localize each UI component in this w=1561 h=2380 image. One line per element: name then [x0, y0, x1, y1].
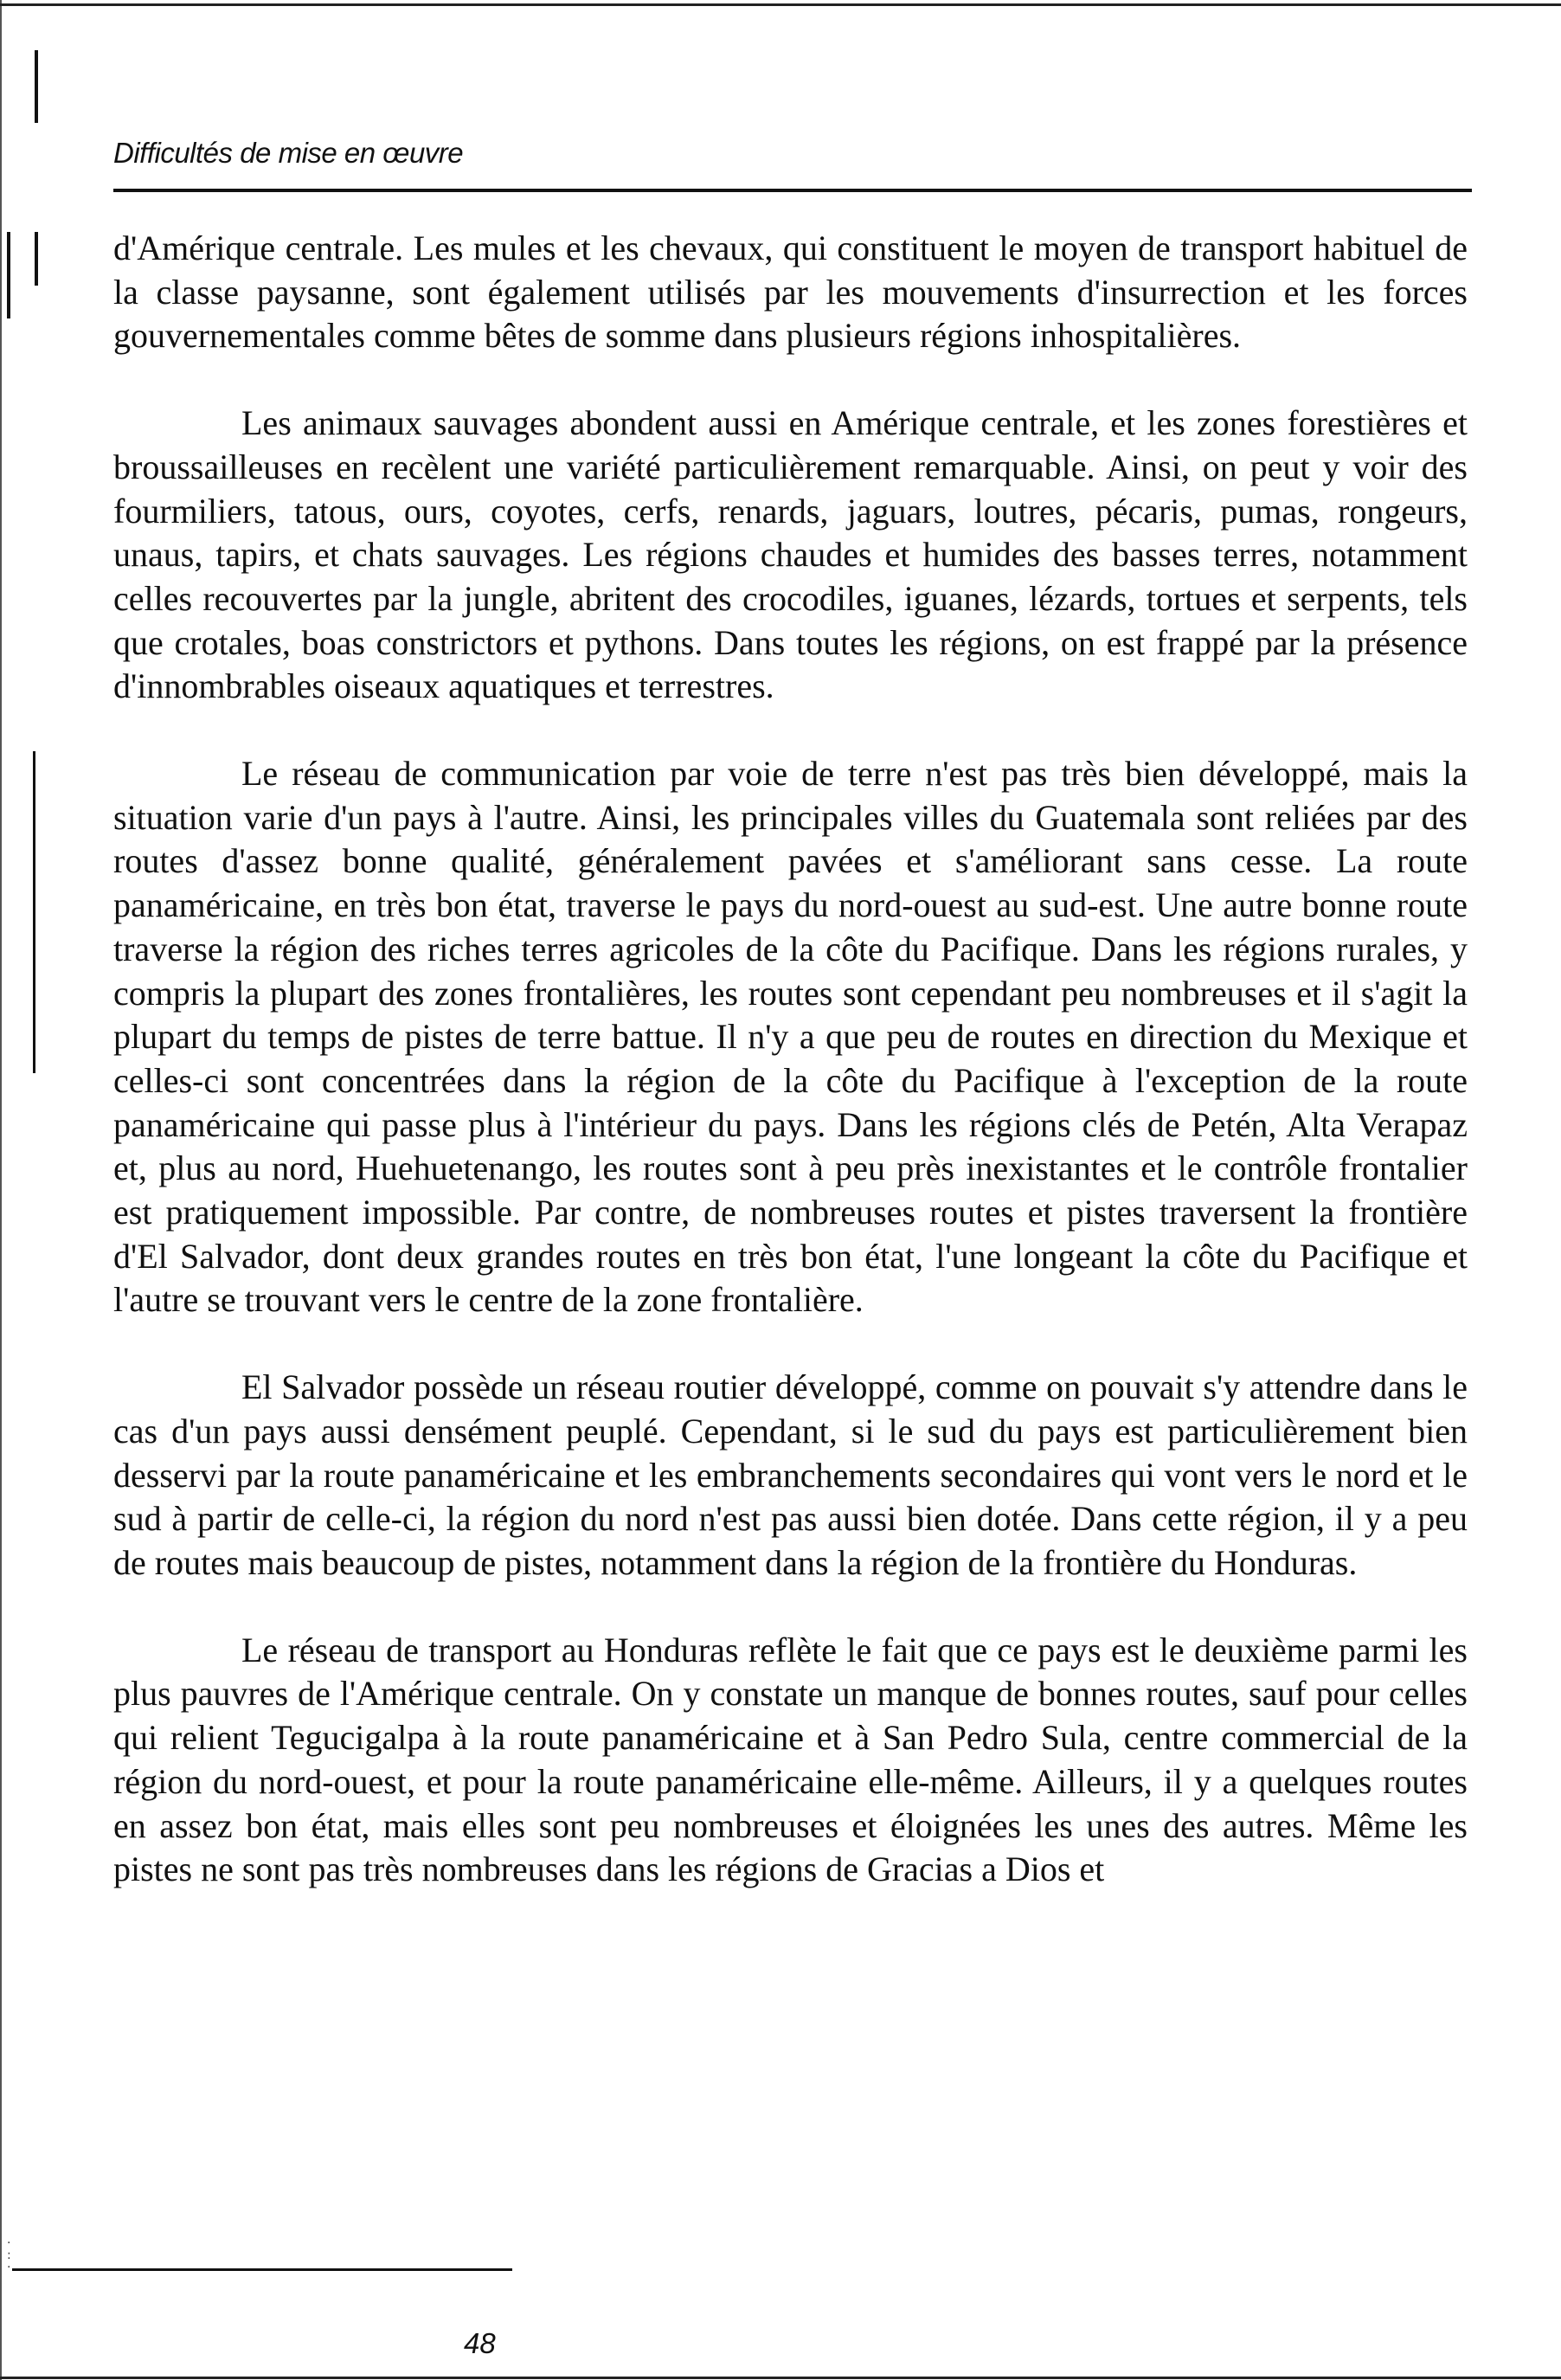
revision-bar [35, 232, 38, 286]
revision-bar [7, 232, 10, 318]
paragraph: d'Amérique centrale. Les mules et les chevaux, qui constituent le moyen de transport habituel de la classe paysanne, sont également utilisés par les mouvements d'insurrection et les forces gouvernementales comme bêtes de somme dans plusieurs régions inhospitalières. [113, 228, 1468, 356]
paragraph: El Salvador possède un réseau routier développé, comme on pouvait s'y attendre dans le cas d'un pays aussi densément peuplé. Cependant, si le sud du pays est particulièrement bien desservi par la route panaméricaine et les embranchements secondaires qui vont vers le nord et le sud à partir de celle-ci, la région du nord n'est pas aussi bien dotée. Dans cette région, il y a peu de routes mais beaucoup de pistes, notamment dans la région de la frontière du Honduras. [113, 1367, 1468, 1582]
document-body [113, 227, 1468, 1935]
paragraph: Le réseau de transport au Honduras reflète le fait que ce pays est le deuxième parmi les plus pauvres de l'Amérique centrale. On y constate un manque de bonnes routes, sauf pour celles qui relient Tegucigalpa à la route panaméricaine et à San Pedro Sula, centre commercial de la région du nord-ouest, et pour la route panaméricaine elle-même. Ailleurs, il y a quelques routes en assez bon état, mais elles sont peu nombreuses et éloignées les unes des autres. Même les pistes ne sont pas très nombreuses dans les régions de Gracias a Dios et [113, 1630, 1468, 1889]
footnote-rule [12, 2268, 512, 2271]
paragraph: Le réseau de communication par voie de terre n'est pas très bien développé, mais la situation varie d'un pays à l'autre. Ainsi, les principales villes du Guatemala sont reliées par des routes d'assez bonne qualité, généralement pavées et s'améliorant sans cesse. La route panaméricaine, en très bon état, traverse le pays du nord-ouest au sud-est. Une autre bonne route traverse la région des riches terres agricoles de la côte du Pacifique. Dans les régions rurales, y compris la plupart des zones frontalières, les routes sont cependant peu nombreuses et il s'agit la plupart du temps de pistes de terre battue. Il n'y a que peu de routes en direction du Mexique et celles-ci sont concentrées dans la région de la côte du Pacifique à l'exception de la route panaméricaine qui passe plus à l'intérieur du pays. Dans les régions clés de Petén, Alta Verapaz et, plus au nord, Huehuetenango, les routes sont à peu près inexistantes et le contrôle frontalier est pratiquement impossible. Par contre, de nombreuses routes et pistes traversent la frontière d'El Salvador, dont deux grandes routes en très bon état, l'une longeant la côte du Pacifique et l'autre se trouvant vers le centre de la zone frontalière. [113, 754, 1468, 1320]
revision-bar [35, 50, 38, 123]
scan-bottom-border [0, 2377, 1561, 2379]
running-header: Difficultés de mise en œuvre [113, 137, 464, 169]
scan-top-border [0, 3, 1561, 6]
paragraph: Les animaux sauvages abondent aussi en Amérique centrale, et les zones forestières et broussailleuses en recèlent une variété particulièrement remarquable. Ainsi, on peut y voir des fourmiliers, tatous, ours, coyotes, cerfs, renards, jaguars, loutres, pécaris, pumas, rongeurs, unaus, tapirs, et chats sauvages. Les régions chaudes et humides des basses terres, notamment celles recouvertes par la jungle, abritent des crocodiles, iguanes, lézards, tortues et serpents, tels que crotales, boas constrictors et pythons. Dans toutes les régions, on est frappé par la présence d'innombrables oiseaux aquatiques et terrestres. [113, 403, 1468, 706]
scan-speckle: · : · [7, 2236, 11, 2274]
revision-bar [33, 751, 35, 1073]
page-number: 48 [464, 2327, 496, 2359]
scan-left-edge [0, 0, 2, 2380]
header-rule [113, 189, 1472, 192]
